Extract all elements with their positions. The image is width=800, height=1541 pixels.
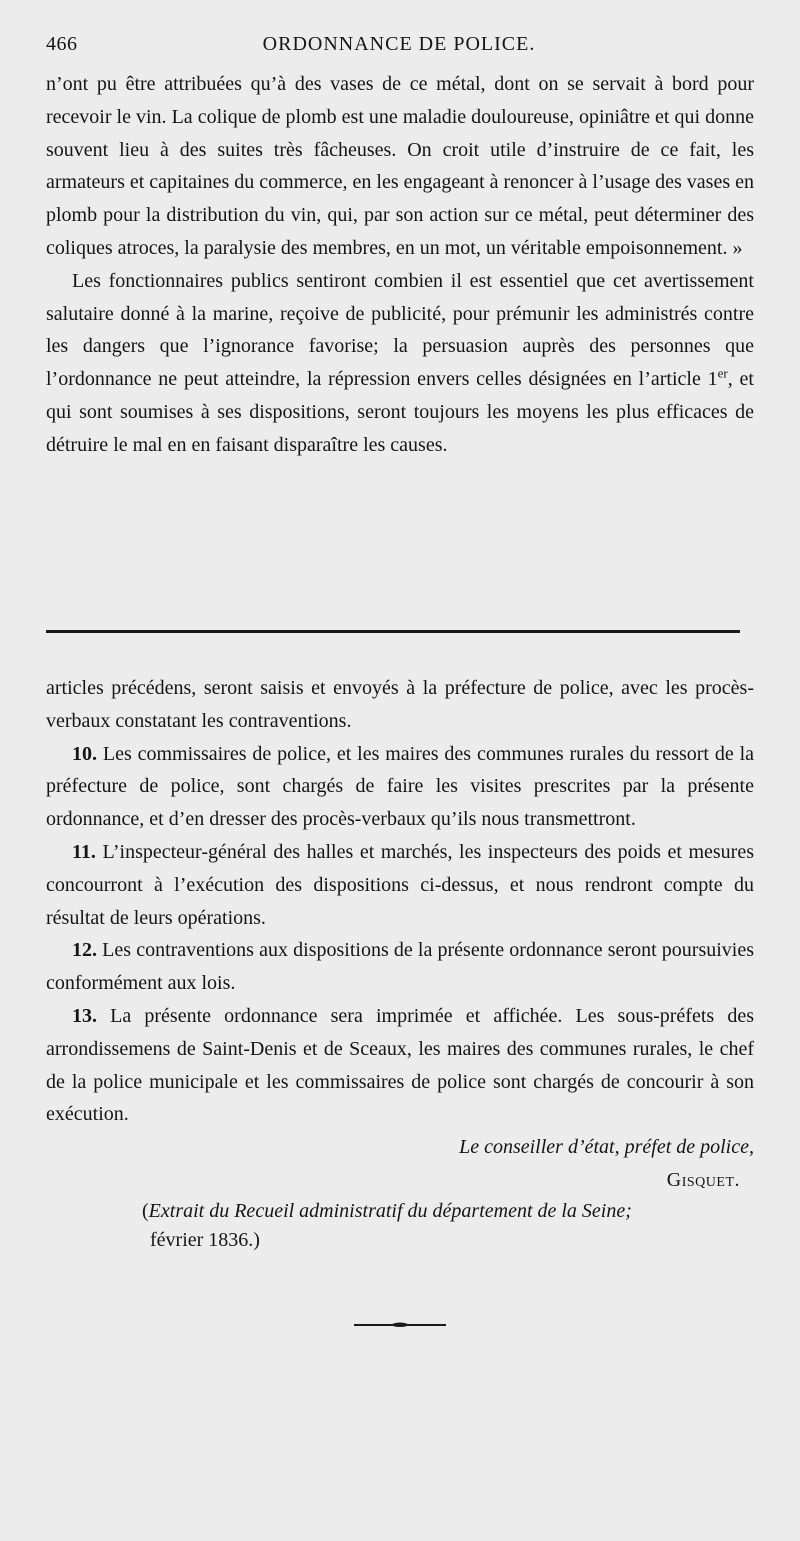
paragraph-continuation: articles précédens, seront saisis et envoyés à la préfecture de police, avec les procès-verbaux constatant les contraventions. (46, 677, 754, 732)
article-12 (46, 934, 754, 1000)
article-13-number: 13. (72, 1004, 97, 1027)
paragraph-fonctionnaires-part-a: Les fonctionnaires publics sentiront combien il est essentiel que cet avertissement salutaire donné à la marine, reçoive de publicité, pour prémunir les administrés contre les dangers que l’ignorance favorise; la persuasion auprès des personnes que l’ordonnance ne peut atteindre, la répression envers celles désignées en l’article 1 (46, 269, 754, 391)
source-open-paren: ( (142, 1199, 149, 1222)
signature-title: Le conseiller d’état, préfet de police, (459, 1136, 754, 1159)
superscript-er: er (717, 365, 728, 381)
paragraph-fonctionnaires-part-b: , et qui sont soumises à ses dispositions, seront toujours les moyens les plus efficaces de détruire le mal en en faisant disparaître les causes. (46, 368, 754, 456)
article-12-number: 12. (72, 939, 97, 962)
page-number: 466 (46, 33, 78, 55)
article-13 (46, 1000, 754, 1131)
article-11-number: 11. (72, 840, 96, 863)
paragraph-fonctionnaires (46, 265, 754, 462)
article-12-text: Les contraventions aux dispositions de la présente ordonnance seront poursuivies conformément aux lois. (46, 939, 755, 995)
source-citation (46, 1197, 754, 1255)
bottom-text-block (46, 672, 754, 1255)
signature-name: Gisquet. (666, 1168, 740, 1191)
article-10-number: 10. (72, 742, 97, 765)
source-citation-date: février 1836.) (150, 1228, 260, 1251)
page-header (46, 26, 752, 62)
top-text-block (46, 68, 754, 462)
article-10-text: Les commissaires de police, et les maires des communes rurales du ressort de la préfecture de police, sont chargés de faire les visites prescrites par la présente ordonnance, et d’en dresser des procès-verbaux qu’ils nous transmettront. (46, 742, 754, 831)
article-10 (46, 738, 754, 836)
article-11-text: L’inspecteur-général des halles et marchés, les inspecteurs des poids et mesures concourront à l’exécution des dispositions ci-dessus, et nous rendront compte du résultat de leurs opérations. (46, 840, 755, 929)
article-13-text: La présente ordonnance sera imprimée et affichée. Les sous-préfets des arrondissemens de Saint-Denis et de Sceaux, les maires des communes rurales, le chef de la police municipale et les commissaires de police sont chargés de concourir à son exécution. (46, 1004, 754, 1126)
paragraph-colique: n’ont pu être attribuées qu’à des vases de ce métal, dont on se servait à bord pour recevoir le vin. La colique de plomb est une maladie douloureuse, opiniâtre et qui donne souvent lieu à des suites très fâcheuses. On croit utile d’instruire de ce fait, les armateurs et capitaines du commerce, en les engageant à renoncer à l’usage des vases en plomb pour la distribution du vin, qui, par son action sur ce métal, peut déterminer des coliques atroces, la paralysie des membres, en un mot, un véritable empoisonnement. » (46, 73, 754, 259)
running-title: ORDONNANCE DE POLICE. (262, 33, 536, 55)
article-11 (46, 836, 754, 934)
section-divider-rule (46, 630, 740, 633)
source-citation-title: Extrait du Recueil administratif du département de la Seine; (148, 1199, 632, 1222)
closing-ornament (352, 1322, 448, 1328)
ornament-line-icon (352, 1322, 448, 1328)
